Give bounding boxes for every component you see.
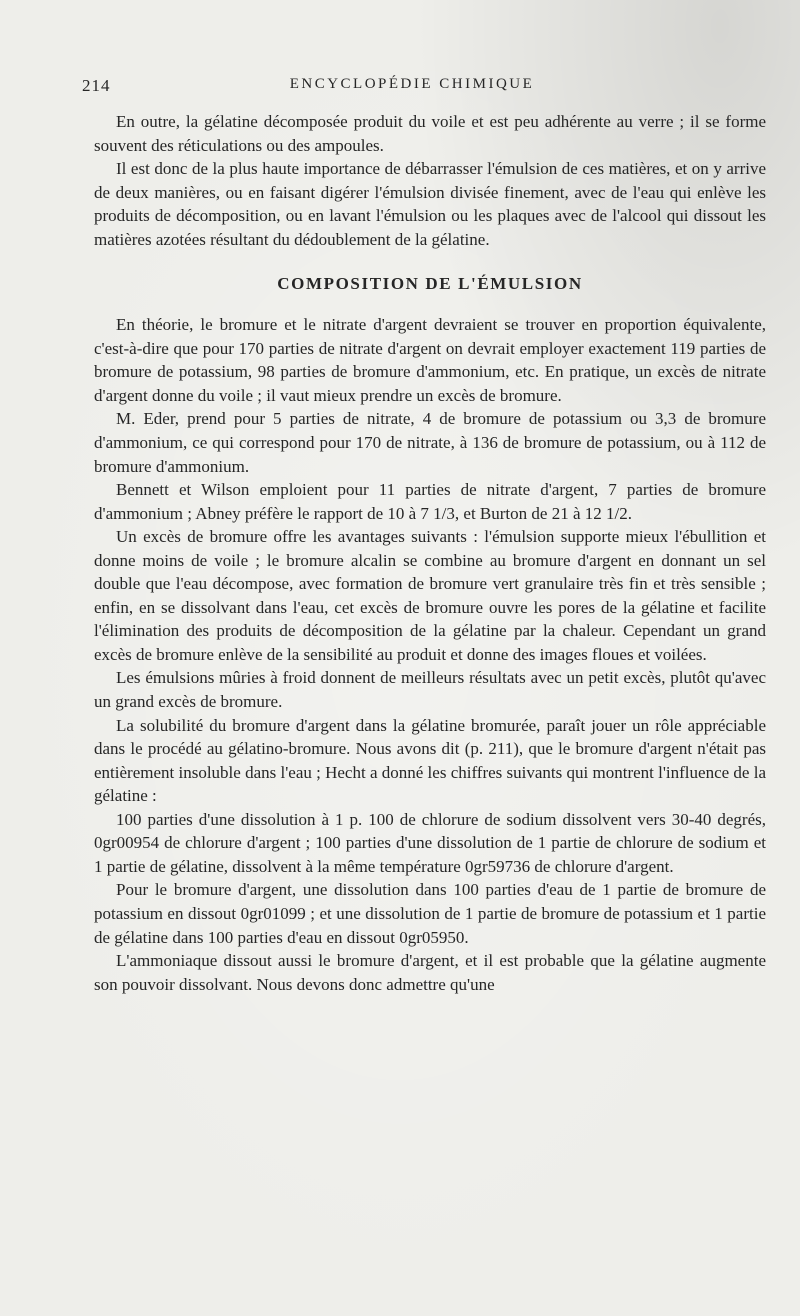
paragraph: 100 parties d'une dissolution à 1 p. 100 de chlorure de sodium dissolvent vers 30-40 degrés, 0gr00954 de chlorure d'argent ; 100 parties d'une dissolution de 1 partie de chlorure de sodium et 1 partie de gélatine, dissolvent à la même température 0gr59736 de chlorure d'argent. (94, 809, 766, 876)
page-header (82, 76, 742, 100)
paragraphs-before-heading (94, 110, 766, 251)
paragraph: Les émulsions mûries à froid donnent de meilleurs résultats avec un petit excès, plutôt qu'avec un grand excès de bromure. (94, 668, 766, 712)
page-number: 214 (82, 76, 111, 95)
paragraph: Un excès de bromure offre les avantages suivants : l'émulsion supporte mieux l'ébullition et donne moins de voile ; le bromure alcalin se combine au bromure d'argent en donnant un sel double que l'eau décompose, avec formation de bromure vert granulaire très fin et très sensible ; enfin, en se dissolvant dans l'eau, cet excès de bromure ouvre les pores de la gélatine et facilite l'élimination des produits de décomposition de la gélatine par la chaleur. Cependant un grand excès de bromure enlève de la sensibilité au produit et donne des images floues et voilées. (94, 527, 766, 664)
paragraph: M. Eder, prend pour 5 parties de nitrate, 4 de bromure de potassium ou 3,3 de bromure d'ammonium, ce qui correspond pour 170 de nitrate, à 136 de bromure de potassium, ou à 112 de bromure d'ammonium. (94, 409, 766, 476)
paragraph: La solubilité du bromure d'argent dans la gélatine bromurée, paraît jouer un rôle appréciable dans le procédé au gélatino-bromure. Nous avons dit (p. 211), que le bromure d'argent n'était pas entièrement insoluble dans l'eau ; Hecht a donné les chiffres suivants qui montrent l'influence de la gélatine : (94, 715, 766, 806)
running-title: ENCYCLOPÉDIE CHIMIQUE (289, 76, 535, 92)
paragraph: Bennett et Wilson emploient pour 11 parties de nitrate d'argent, 7 parties de bromure d'ammonium ; Abney préfère le rapport de 10 à 7 1/3, et Burton de 21 à 12 1/2. (94, 480, 766, 523)
paragraph: Pour le bromure d'argent, une dissolution dans 100 parties d'eau de 1 partie de bromure de potassium en dissout 0gr01099 ; et une dissolution de 1 partie de bromure de potassium et 1 partie de gélatine dans 100 parties d'eau en dissout 0gr05950. (94, 880, 766, 947)
paragraph: En outre, la gélatine décomposée produit du voile et est peu adhérente au verre ; il se forme souvent des réticulations ou des ampoules. (94, 112, 766, 155)
section-heading: COMPOSITION DE L'ÉMULSION (277, 274, 583, 294)
body-text (94, 110, 766, 996)
paragraphs-after-heading (94, 313, 766, 996)
paragraph: Il est donc de la plus haute importance de débarrasser l'émulsion de ces matières, et on y arrive de deux manières, ou en faisant digérer l'émulsion divisée finement, avec de l'eau qui enlève les produits de décomposition, ou en lavant l'émulsion ou les plaques avec de l'alcool qui dissout les matières azotées résultant du dédoublement de la gélatine. (94, 159, 766, 249)
paragraph: L'ammoniaque dissout aussi le bromure d'argent, et il est probable que la gélatine augmente son pouvoir dissolvant. Nous devons donc admettre qu'une (94, 951, 766, 994)
paragraph: En théorie, le bromure et le nitrate d'argent devraient se trouver en proportion équivalente, c'est-à-dire que pour 170 parties de nitrate d'argent on devrait employer exactement 119 parties de bromure de potassium, 98 parties de bromure d'ammonium, etc. En pratique, un excès de nitrate d'argent donne du voile ; il vaut mieux prendre un excès de bromure. (94, 315, 766, 405)
